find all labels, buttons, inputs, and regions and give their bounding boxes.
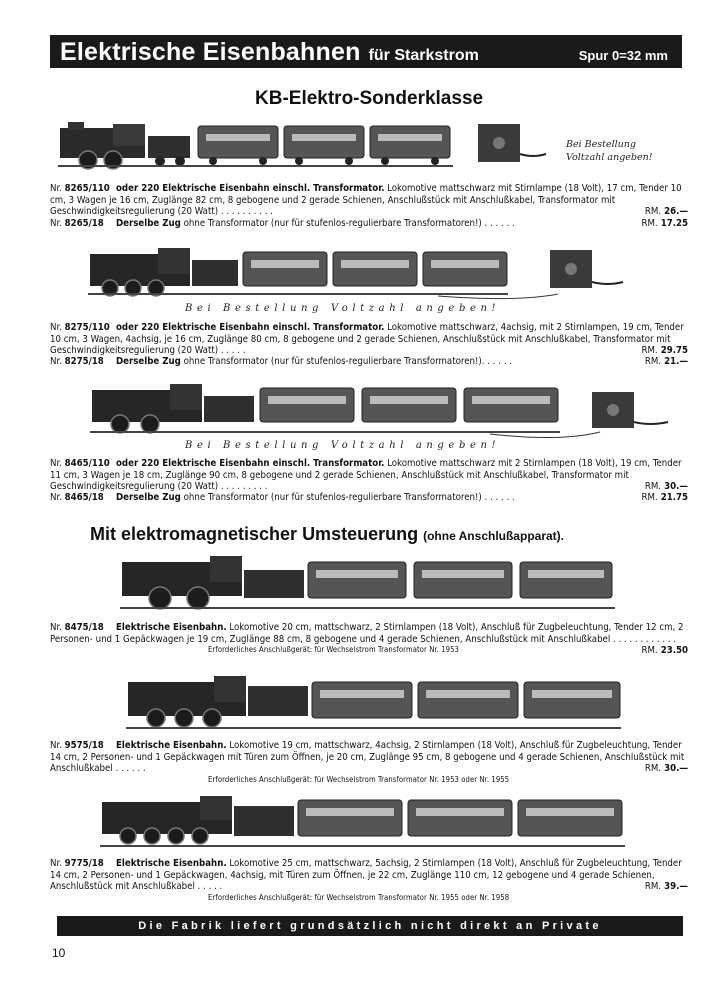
- entry-title: oder 220 Elektrische Eisenbahn einschl. Transformator.: [116, 183, 385, 194]
- section-title-text: Mit elektromagnetischer Umsteuerung: [90, 524, 419, 544]
- item-number: Nr. 8275/110: [50, 322, 110, 333]
- entry-description: Lokomotive 19 cm, mattschwarz, 4achsig, 2 Stirnlampen (18 Volt), Anschluß für Zugbeleuchtung, Tender 14 cm, 2 Personen- und 1 Gepäckwagen mit Türen zum Öffnen, je 20 cm, Zuglänge 95 cm, 8 gebogene und 4 gerade Schienen, Anschlußstück mit Anschlußkabel . . . . . .: [50, 740, 685, 774]
- catalog-entry-8275-18: [50, 356, 688, 368]
- page-number: 10: [52, 946, 66, 960]
- item-number: Nr. 8475/18: [50, 622, 104, 633]
- entry-description: Lokomotive mattschwarz, 4achsig, mit 2 Stirnlampen, 19 cm, Tender 10 cm, 3 Wagen, 4achsig, je 16 cm, Zuglänge 80 cm, 8 gebogene und 2 gerade Schienen, Anschlußstück mit Anschlußkabel, Transformator mit Geschwindigkeitsregulierung (20 Watt) . . . . .: [50, 322, 684, 356]
- section-title-sonderklasse: KB-Elektro-Sonderklasse: [255, 88, 484, 109]
- page-title: Elektrische Eisenbahnen: [60, 38, 361, 66]
- item-number: Nr. 9775/18: [50, 858, 104, 869]
- required-device-note: Erforderliches Anschlußgerät: für Wechselstrom Transformator Nr. 1953: [208, 645, 459, 654]
- order-note-spaced-2: Bei Bestellung Voltzahl angeben!: [185, 440, 501, 451]
- section-title-note: (ohne Anschlußapparat).: [423, 529, 564, 543]
- entry-price: RM. 21.—: [644, 356, 688, 367]
- required-device-note: Erforderliches Anschlußgerät: für Wechselstrom Transformator Nr. 1953 oder Nr. 1955: [208, 774, 510, 784]
- entry-description: Lokomotive mattschwarz mit Stirnlampe (18 Volt), 17 cm, Tender 10 cm, 3 Wagen je 16 cm, Zuglänge 82 cm, 8 gebogene und 2 gerade Schienen, Anschlußstück mit Anschlußkabel, Transformator mit Geschwindigkeitsregulierung (20 Watt) . . . . . . . . . .: [50, 183, 682, 217]
- catalog-entry-8465-110: [50, 458, 688, 493]
- train-9775-illustration: [100, 792, 630, 852]
- entry-price: RM. 26.—: [644, 206, 688, 217]
- train-9575-illustration: [126, 672, 626, 734]
- entry-title: Derselbe Zug: [116, 356, 181, 367]
- entry-description: ohne Transformator (nur für stufenlos-regulierbare Transformatoren!). . . . . .: [183, 356, 512, 367]
- order-note-voltage: [566, 138, 653, 164]
- footer-banner: Die Fabrik liefert grundsätzlich nicht direkt an Private: [57, 916, 683, 936]
- order-note-spaced: Bei Bestellung Voltzahl angeben!: [185, 303, 501, 314]
- catalog-entry-8465-18: [50, 492, 688, 504]
- item-number: Nr. 8265/110: [50, 183, 110, 194]
- entry-description: Lokomotive 25 cm, mattschwarz, 5achsig, 2 Stirnlampen (18 Volt), Anschluß für Zugbeleuchtung, Tender 14 cm, 2 Personen- und 1 Gepäckwagen, 4achsig, mit Türen zum Öffnen, je 22 cm, Zuglänge 110 cm, 12 gebogene und 4 gerade Schienen, Anschlußstück mit Anschlußkabel . . . . .: [50, 858, 682, 892]
- page-header: [50, 35, 682, 68]
- catalog-entry-9775-18: [50, 858, 688, 903]
- entry-price: RM. 21.75: [641, 492, 688, 503]
- entry-title: Derselbe Zug: [116, 492, 181, 503]
- train-8475-illustration: [120, 552, 620, 614]
- item-number: Nr. 8465/110: [50, 458, 110, 469]
- section-title-umsteuerung: [90, 524, 564, 545]
- entry-price: RM. 30.—: [644, 763, 688, 774]
- train-8465-illustration: [90, 378, 680, 440]
- catalog-entry-9575-18: [50, 740, 688, 785]
- train-image-9775: [100, 792, 630, 852]
- train-image-8465: [90, 378, 680, 440]
- entry-title: Elektrische Eisenbahn.: [116, 740, 227, 751]
- entry-title: oder 220 Elektrische Eisenbahn einschl. Transformator.: [116, 458, 385, 469]
- entry-title: Derselbe Zug: [116, 218, 181, 229]
- required-device-note: Erforderliches Anschlußgerät: für Wechselstrom Transformator Nr. 1955 oder Nr. 1958: [208, 892, 510, 902]
- entry-price: RM. 17.25: [641, 218, 688, 229]
- catalog-entry-8265-18: [50, 218, 688, 230]
- catalog-entry-8275-110: [50, 322, 688, 357]
- entry-title: Elektrische Eisenbahn.: [116, 622, 227, 633]
- order-note-line2: Voltzahl angeben!: [566, 152, 653, 163]
- catalog-entry-8475-18: [50, 622, 688, 657]
- entry-description: ohne Transformator (nur für stufenlos-regulierbare Transformatoren!) . . . . . .: [183, 492, 515, 503]
- entry-price: RM. 29.75: [641, 345, 688, 356]
- train-image-9575: [126, 672, 626, 734]
- entry-description: Lokomotive 20 cm, mattschwarz, 2 Stirnlampen (18 Volt), Anschluß für Zugbeleuchtung, Tender 12 cm, 2 Personen- und 1 Gepäckwagen je 19 cm, Zuglänge 88 cm, 8 gebogene und 4 gerade Schienen, Anschlußstück mit Anschlußkabel . . . . . . . . . . . .: [50, 622, 684, 645]
- train-image-8275: [88, 242, 633, 302]
- catalog-entry-8265-110: [50, 183, 688, 218]
- train-image-8475: [120, 552, 620, 614]
- entry-price: RM. 30.—: [644, 481, 688, 492]
- train-image-8265: [58, 118, 558, 173]
- item-number: Nr. 8265/18: [50, 218, 104, 229]
- item-number: Nr. 8465/18: [50, 492, 104, 503]
- train-8265-illustration: [58, 118, 558, 173]
- order-note-line1: Bei Bestellung: [566, 139, 636, 150]
- item-number: Nr. 8275/18: [50, 356, 104, 367]
- train-8275-illustration: [88, 242, 633, 302]
- page-subtitle: für Starkstrom: [368, 47, 479, 64]
- entry-title: Elektrische Eisenbahn.: [116, 858, 227, 869]
- entry-price: RM. 23.50: [641, 645, 688, 656]
- entry-price: RM. 39.—: [644, 881, 688, 892]
- item-number: Nr. 9575/18: [50, 740, 104, 751]
- gauge-label: Spur 0=32 mm: [578, 48, 668, 63]
- entry-description: ohne Transformator (nur für stufenlos-regulierbare Transformatoren!) . . . . . .: [183, 218, 515, 229]
- entry-title: oder 220 Elektrische Eisenbahn einschl. Transformator.: [116, 322, 385, 333]
- entry-description: Lokomotive mattschwarz mit 2 Stirnlampen (18 Volt), 19 cm, Tender 11 cm, 3 Wagen je 18 cm, Zuglänge 90 cm, 8 gebogene und 2 gerade Schienen, Anschlußstück mit Anschlußkabel, Transformator mit Geschwindigkeitsregulierung (20 Watt) . . . . . . . . .: [50, 458, 682, 492]
